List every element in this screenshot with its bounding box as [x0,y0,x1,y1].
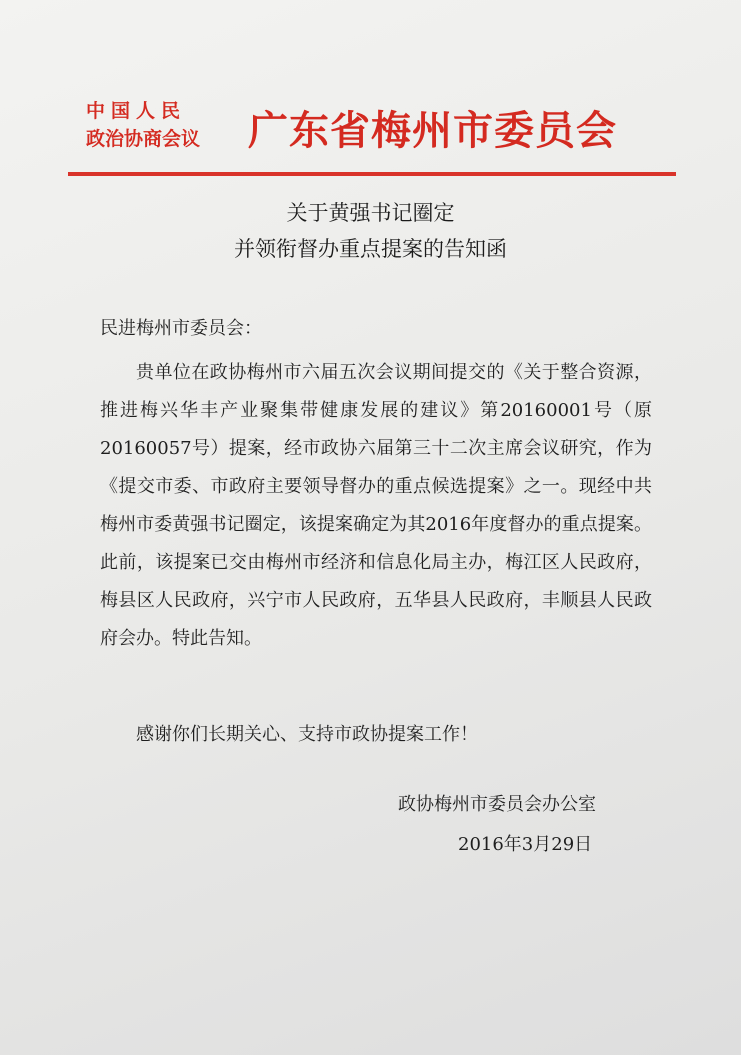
letterhead-line2: 政治协商会议 [86,128,201,150]
thanks-paragraph: 感谢你们长期关心、支持市政协提案工作！ [136,724,478,745]
signature-organization: 政协梅州市委员会办公室 [398,794,596,815]
document-title-line2: 并领衔督办重点提案的告知函 [234,237,507,261]
letterhead-line1: 中国人民 [86,100,187,122]
body-paragraph: 贵单位在政协梅州市六届五次会议期间提交的《关于整合资源，推进梅兴华丰产业聚集带健康发展的建议》第20160001号（原20160057号）提案，经市政协六届第三十二次主席会议研究，作为《提交市委、市政府主要领导督办的重点候选提案》之一。现经中共梅州市委黄强书记圈定，该提案确定为其2016年度督办的重点提案。此前，该提案已交由梅州市经济和信息化局主办，梅江区人民政府，梅县区人民政府，兴宁市人民政府，五华县人民政府，丰顺县人民政府会办。特此告知。 [100,362,652,649]
letterhead-cppcc-name [86,97,246,153]
addressee: 民进梅州市委员会： [100,318,262,339]
document-title-line1: 关于黄强书记圈定 [286,201,455,225]
letterhead-red-rule [68,172,676,176]
signature-date: 2016年3月29日 [458,834,593,855]
letterhead-committee: 广东省梅州市委员会 [248,108,617,154]
